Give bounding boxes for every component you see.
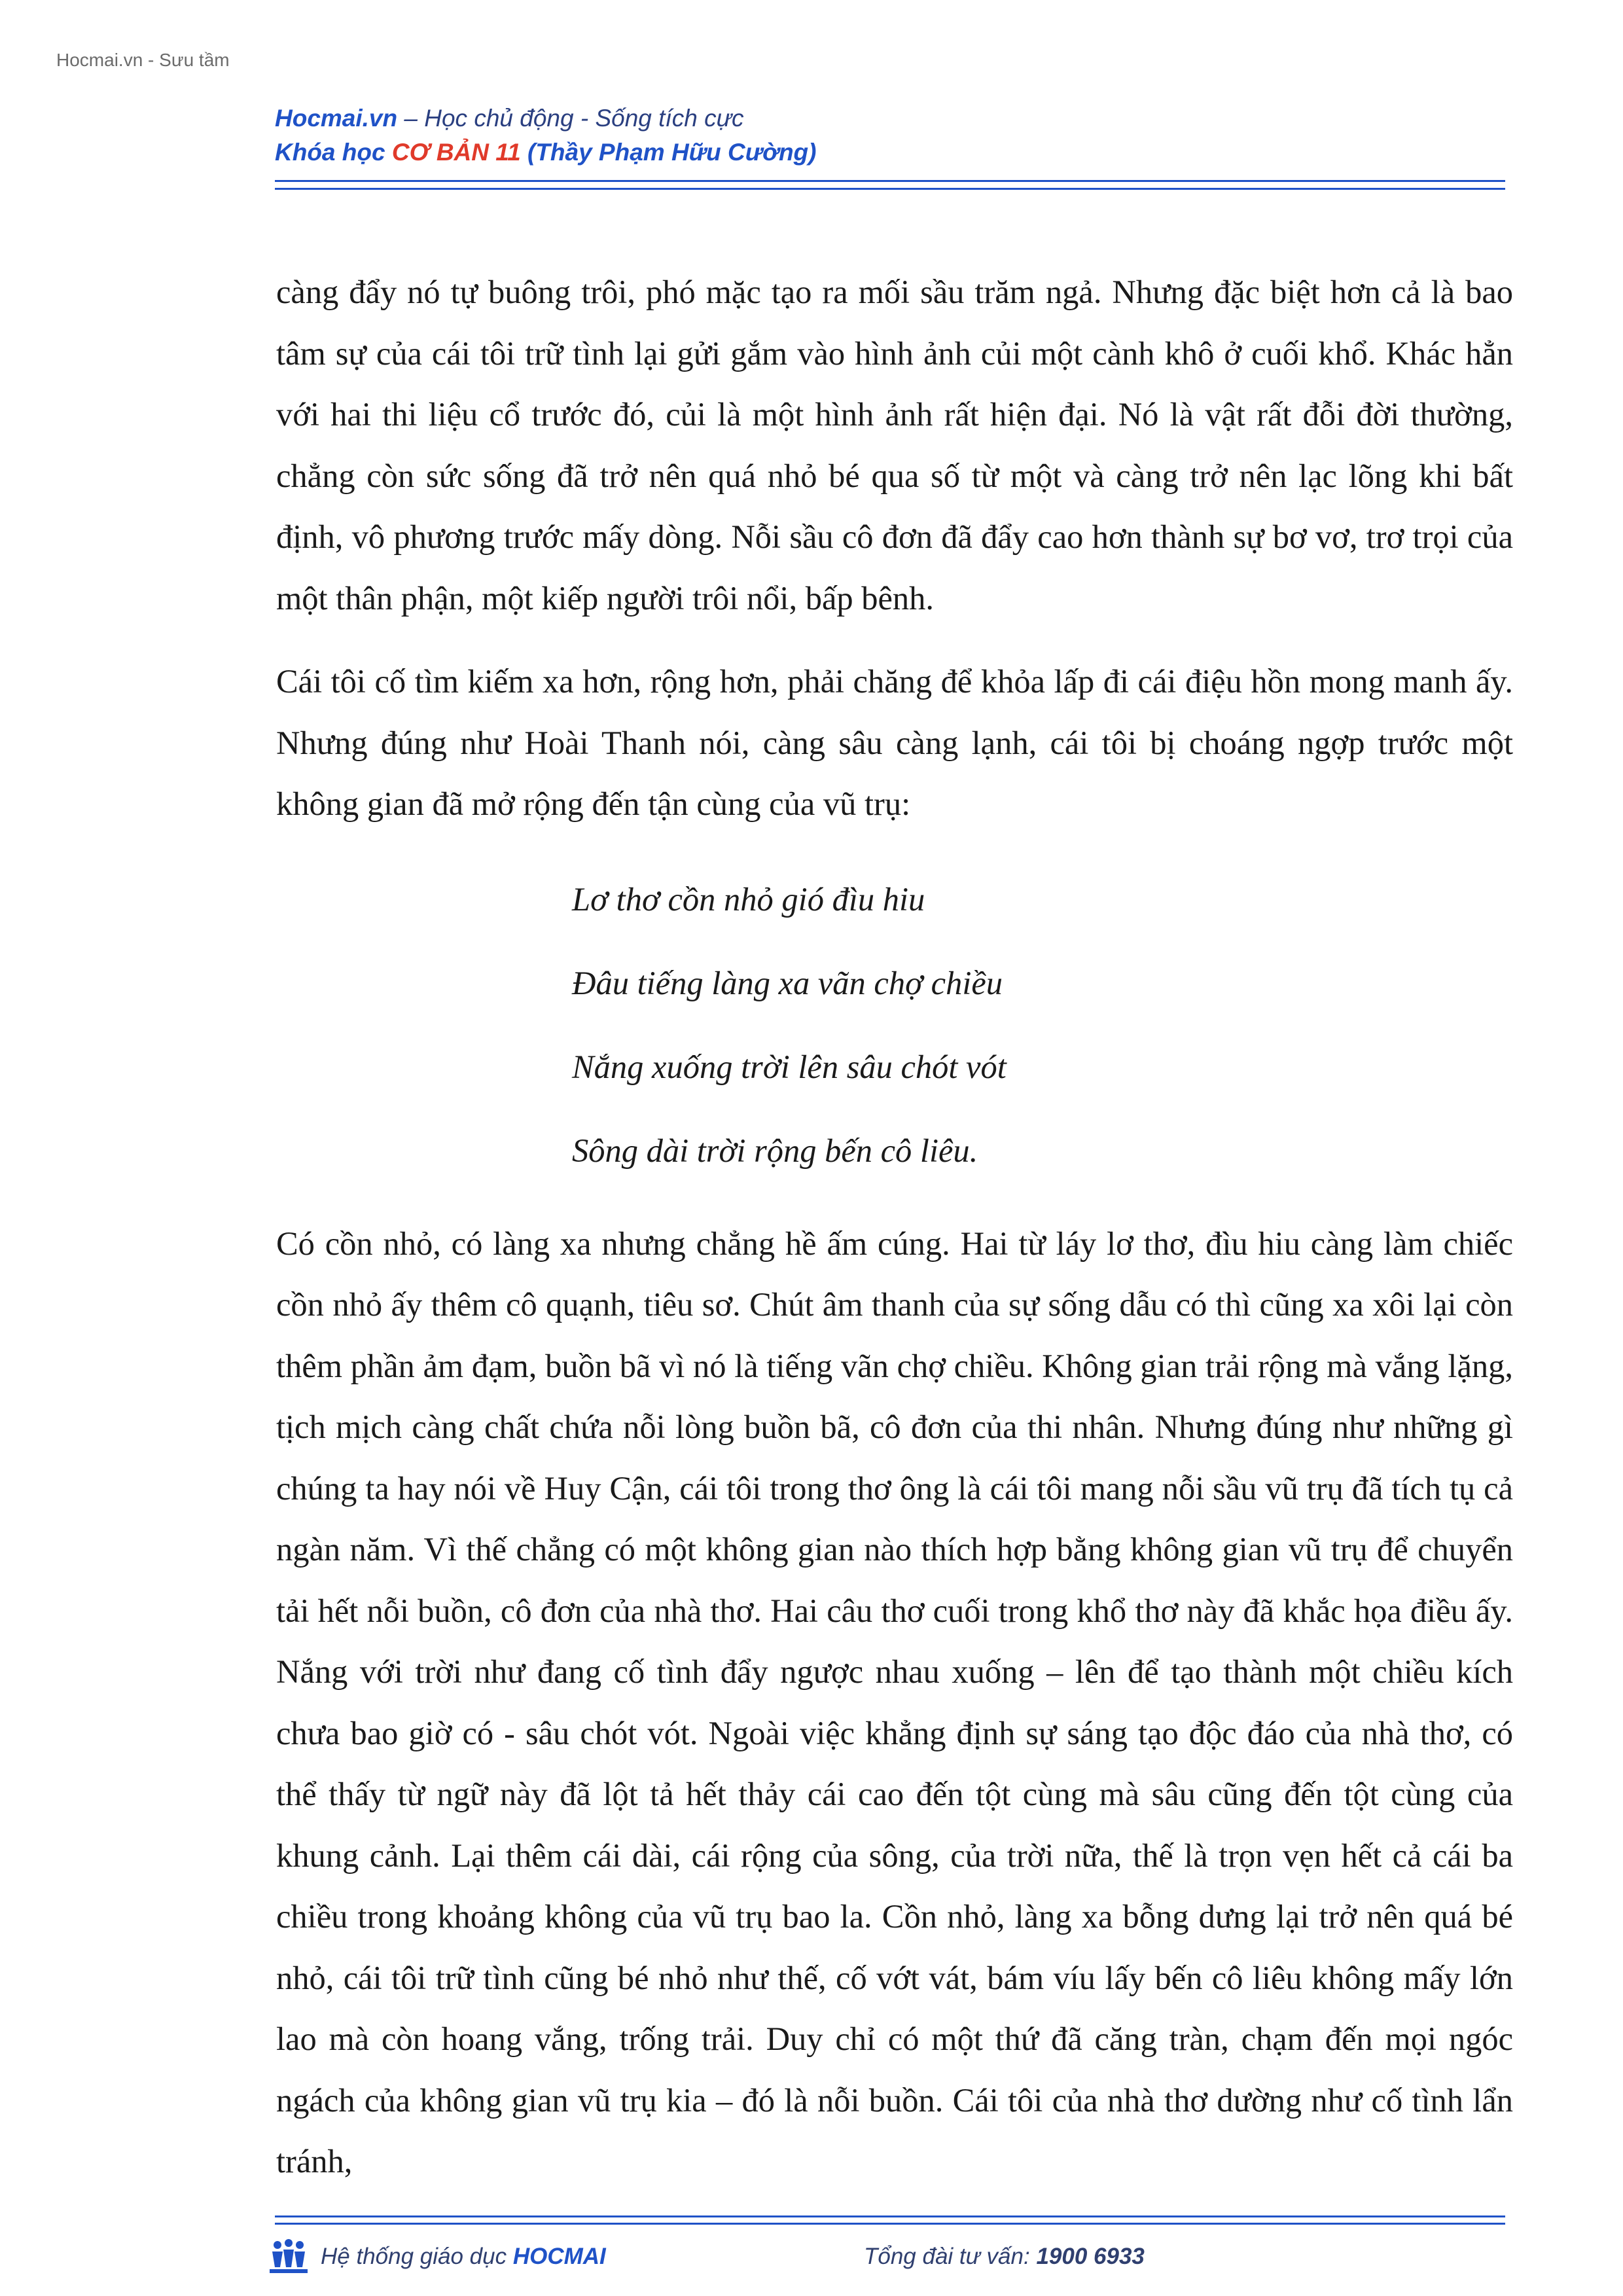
header-divider — [275, 180, 1505, 190]
brand-slogan: – Học chủ động - Sống tích cực — [397, 105, 744, 132]
footer-hotline — [864, 2244, 1145, 2270]
footer-system-name: HOCMAI — [512, 2244, 606, 2269]
poem-verse: Lơ thơ cồn nhỏ gió đìu hiu — [572, 880, 925, 918]
poem-verse: Đâu tiếng làng xa vãn chợ chiều — [572, 964, 1003, 1001]
page-header — [275, 105, 1518, 166]
footer-system-prefix: Hệ thống giáo dục — [321, 2244, 513, 2269]
poem-verse: Nắng xuống trời lên sâu chót vót — [572, 1048, 1007, 1085]
brand-name: Hocmai.vn — [275, 105, 398, 132]
footer-system-text — [321, 2244, 606, 2270]
header-line-course — [275, 139, 1518, 166]
document-body — [276, 262, 1513, 2215]
body-paragraph: càng đẩy nó tự buông trôi, phó mặc tạo ra mối sầu trăm ngả. Nhưng đặc biệt hơn cả là bao tâm sự của cái tôi trữ tình lại gửi gắm vào hình ảnh củi một cành khô ở cuối khổ. Khác hẳn với hai thi liệu cổ trước đó, củi là một hình ảnh rất hiện đại. Nó là vật rất đỗi đời thường, chẳng còn sức sống đã trở nên quá nhỏ bé qua số từ một và càng trở nên lạc lõng khi bất định, vô phương trước mấy dòng. Nỗi sầu cô đơn đã đẩy cao hơn thành sự bơ vơ, trơ trọi của một thân phận, một kiếp người trôi nổi, bấp bênh. — [276, 274, 1513, 617]
course-prefix: Khóa học — [275, 139, 392, 166]
source-watermark: Hocmai.vn - Sưu tầm — [56, 50, 230, 70]
course-name: CƠ BẢN 11 — [391, 139, 521, 166]
poem-verse: Sông dài trời rộng bến cô liêu. — [572, 1132, 978, 1169]
course-teacher: (Thầy Phạm Hữu Cường) — [520, 139, 817, 166]
footer-hotline-label: Tổng đài tư vấn: — [864, 2244, 1037, 2269]
analysis-paragraph: Có cồn nhỏ, có làng xa nhưng chẳng hề ấm cúng. Hai từ láy lơ thơ, đìu hiu càng làm chiếc cồn nhỏ ấy thêm cô quạnh, tiêu sơ. Chút âm thanh của sự sống dẫu có thì cũng xa xôi lại còn thêm phần ảm đạm, buồn bã vì nó là tiếng vãn chợ chiều. Không gian trải rộng mà vắng lặng, tịch mịch càng chất chứa nỗi lòng buồn bã, cô đơn của thi nhân. Nhưng đúng như những gì chúng ta hay nói về Huy Cận, cái tôi trong thơ ông là cái tôi mang nỗi sầu vũ trụ đã tích tụ cả ngàn năm. Vì thế chẳng có một không gian nào thích hợp bằng không gian vũ trụ để chuyển tải hết nỗi buồn, cô đơn của nhà thơ. Hai câu thơ cuối trong khổ thơ này đã khắc họa điều ấy. Nắng với trời như đang cố tình đẩy ngược nhau xuống – lên để tạo thành một chiều kích chưa bao giờ có - sâu chót vót. Ngoài việc khẳng định sự sáng tạo độc đáo của nhà thơ, có thể thấy từ ngữ này đã lột tả hết thảy cái cao đến tột cùng mà sâu cũng đến tột cùng của khung cảnh. Lại thêm cái dài, cái rộng của sông, của trời nữa, thế là trọn vẹn hết cả cái ba chiều trong khoảng không của vũ trụ bao la. Cồn nhỏ, làng xa bỗng dưng lại trở nên quá bé nhỏ, cái tôi trữ tình cũng bé nhỏ như thế, cố vớt vát, bám víu lấy bến cô liêu không mấy lớn lao mà còn hoang vắng, trống trải. Duy chỉ có một thứ đã căng tràn, chạm đến mọi ngóc ngách của không gian vũ trụ kia – đó là nỗi buồn. Cái tôi của nhà thơ dường như cố tình lẩn tránh, — [276, 1225, 1513, 2179]
hocmai-logo-icon — [268, 2238, 309, 2275]
body-paragraph: Cái tôi cố tìm kiếm xa hơn, rộng hơn, phải chăng để khỏa lấp đi cái điệu hồn mong manh ấy. Nhưng đúng như Hoài Thanh nói, càng sâu càng lạnh, cái tôi bị choáng ngợp trước một không gian đã mở rộng đến tận cùng của vũ trụ: — [276, 663, 1513, 822]
poem-excerpt — [572, 857, 1513, 1193]
header-line-brand — [275, 105, 1518, 132]
footer-hotline-number: 1900 6933 — [1036, 2244, 1145, 2269]
footer-divider — [275, 2215, 1505, 2225]
page-footer — [268, 2238, 1512, 2278]
